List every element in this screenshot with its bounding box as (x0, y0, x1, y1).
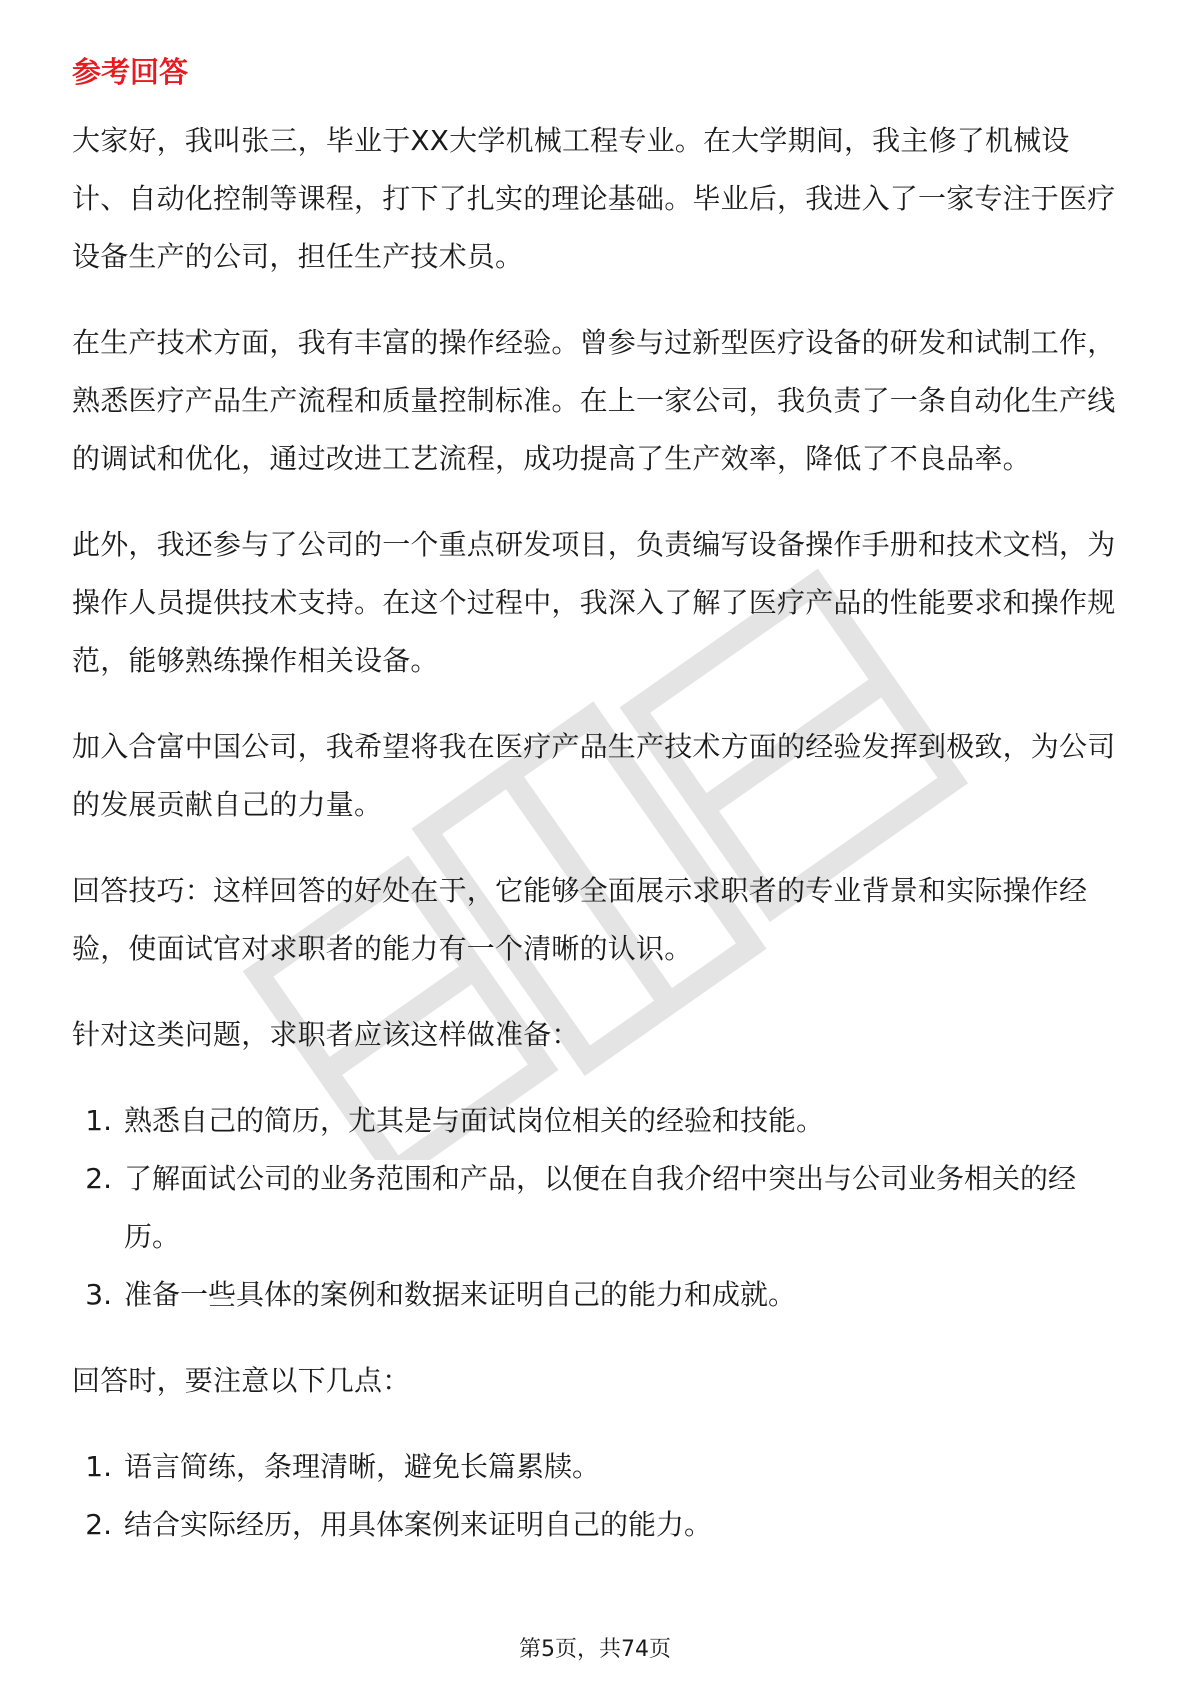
list-number: 1. (85, 1450, 112, 1483)
list-item (72, 1150, 1122, 1266)
paragraph-intro: 大家好，我叫张三，毕业于XX大学机械工程专业。在大学期间，我主修了机械设计、自动化控制等课程，打下了扎实的理论基础。毕业后，我进入了一家专注于医疗设备生产的公司，担任生产技术员。 (72, 124, 1116, 273)
list-item (72, 1266, 1122, 1324)
list-item (72, 1496, 1122, 1554)
list-item (72, 1438, 1122, 1496)
list-text: 准备一些具体的案例和数据来证明自己的能力和成就。 (124, 1278, 797, 1311)
list-number: 1. (85, 1104, 112, 1137)
paragraph-tips: 回答技巧：这样回答的好处在于，它能够全面展示求职者的专业背景和实际操作经验，使面试官对求职者的能力有一个清晰的认识。 (72, 874, 1088, 965)
list-item (72, 1092, 1122, 1150)
list-text: 语言简练，条理清晰，避免长篇累牍。 (124, 1450, 601, 1483)
section-title: 参考回答 (72, 55, 189, 89)
notes-list (72, 1438, 1122, 1554)
list-text: 熟悉自己的简历，尤其是与面试岗位相关的经验和技能。 (124, 1104, 825, 1137)
list-text: 结合实际经历，用具体案例来证明自己的能力。 (124, 1508, 713, 1541)
paragraph-experience: 在生产技术方面，我有丰富的操作经验。曾参与过新型医疗设备的研发和试制工作，熟悉医疗产品生产流程和质量控制标准。在上一家公司，我负责了一条自动化生产线的调试和优化，通过改进工艺流程，成功提高了生产效率，降低了不良品率。 (72, 326, 1116, 475)
paragraph-prep-intro: 针对这类问题，求职者应该这样做准备： (72, 1018, 580, 1051)
paragraph-goal: 加入合富中国公司，我希望将我在医疗产品生产技术方面的经验发挥到极致，为公司的发展贡献自己的力量。 (72, 730, 1116, 821)
document-body (72, 44, 1122, 1582)
paragraph-project: 此外，我还参与了公司的一个重点研发项目，负责编写设备操作手册和技术文档，为操作人员提供技术支持。在这个过程中，我深入了解了医疗产品的性能要求和操作规范，能够熟练操作相关设备。 (72, 528, 1116, 677)
prep-list (72, 1092, 1122, 1324)
list-number: 2. (85, 1162, 112, 1195)
paragraph-notes-intro: 回答时，要注意以下几点： (72, 1364, 411, 1397)
list-number: 2. (85, 1508, 112, 1541)
list-number: 3. (85, 1278, 112, 1311)
page-footer: 第5页，共74页 (519, 1637, 671, 1662)
list-text: 了解面试公司的业务范围和产品，以便在自我介绍中突出与公司业务相关的经历。 (124, 1162, 1077, 1253)
